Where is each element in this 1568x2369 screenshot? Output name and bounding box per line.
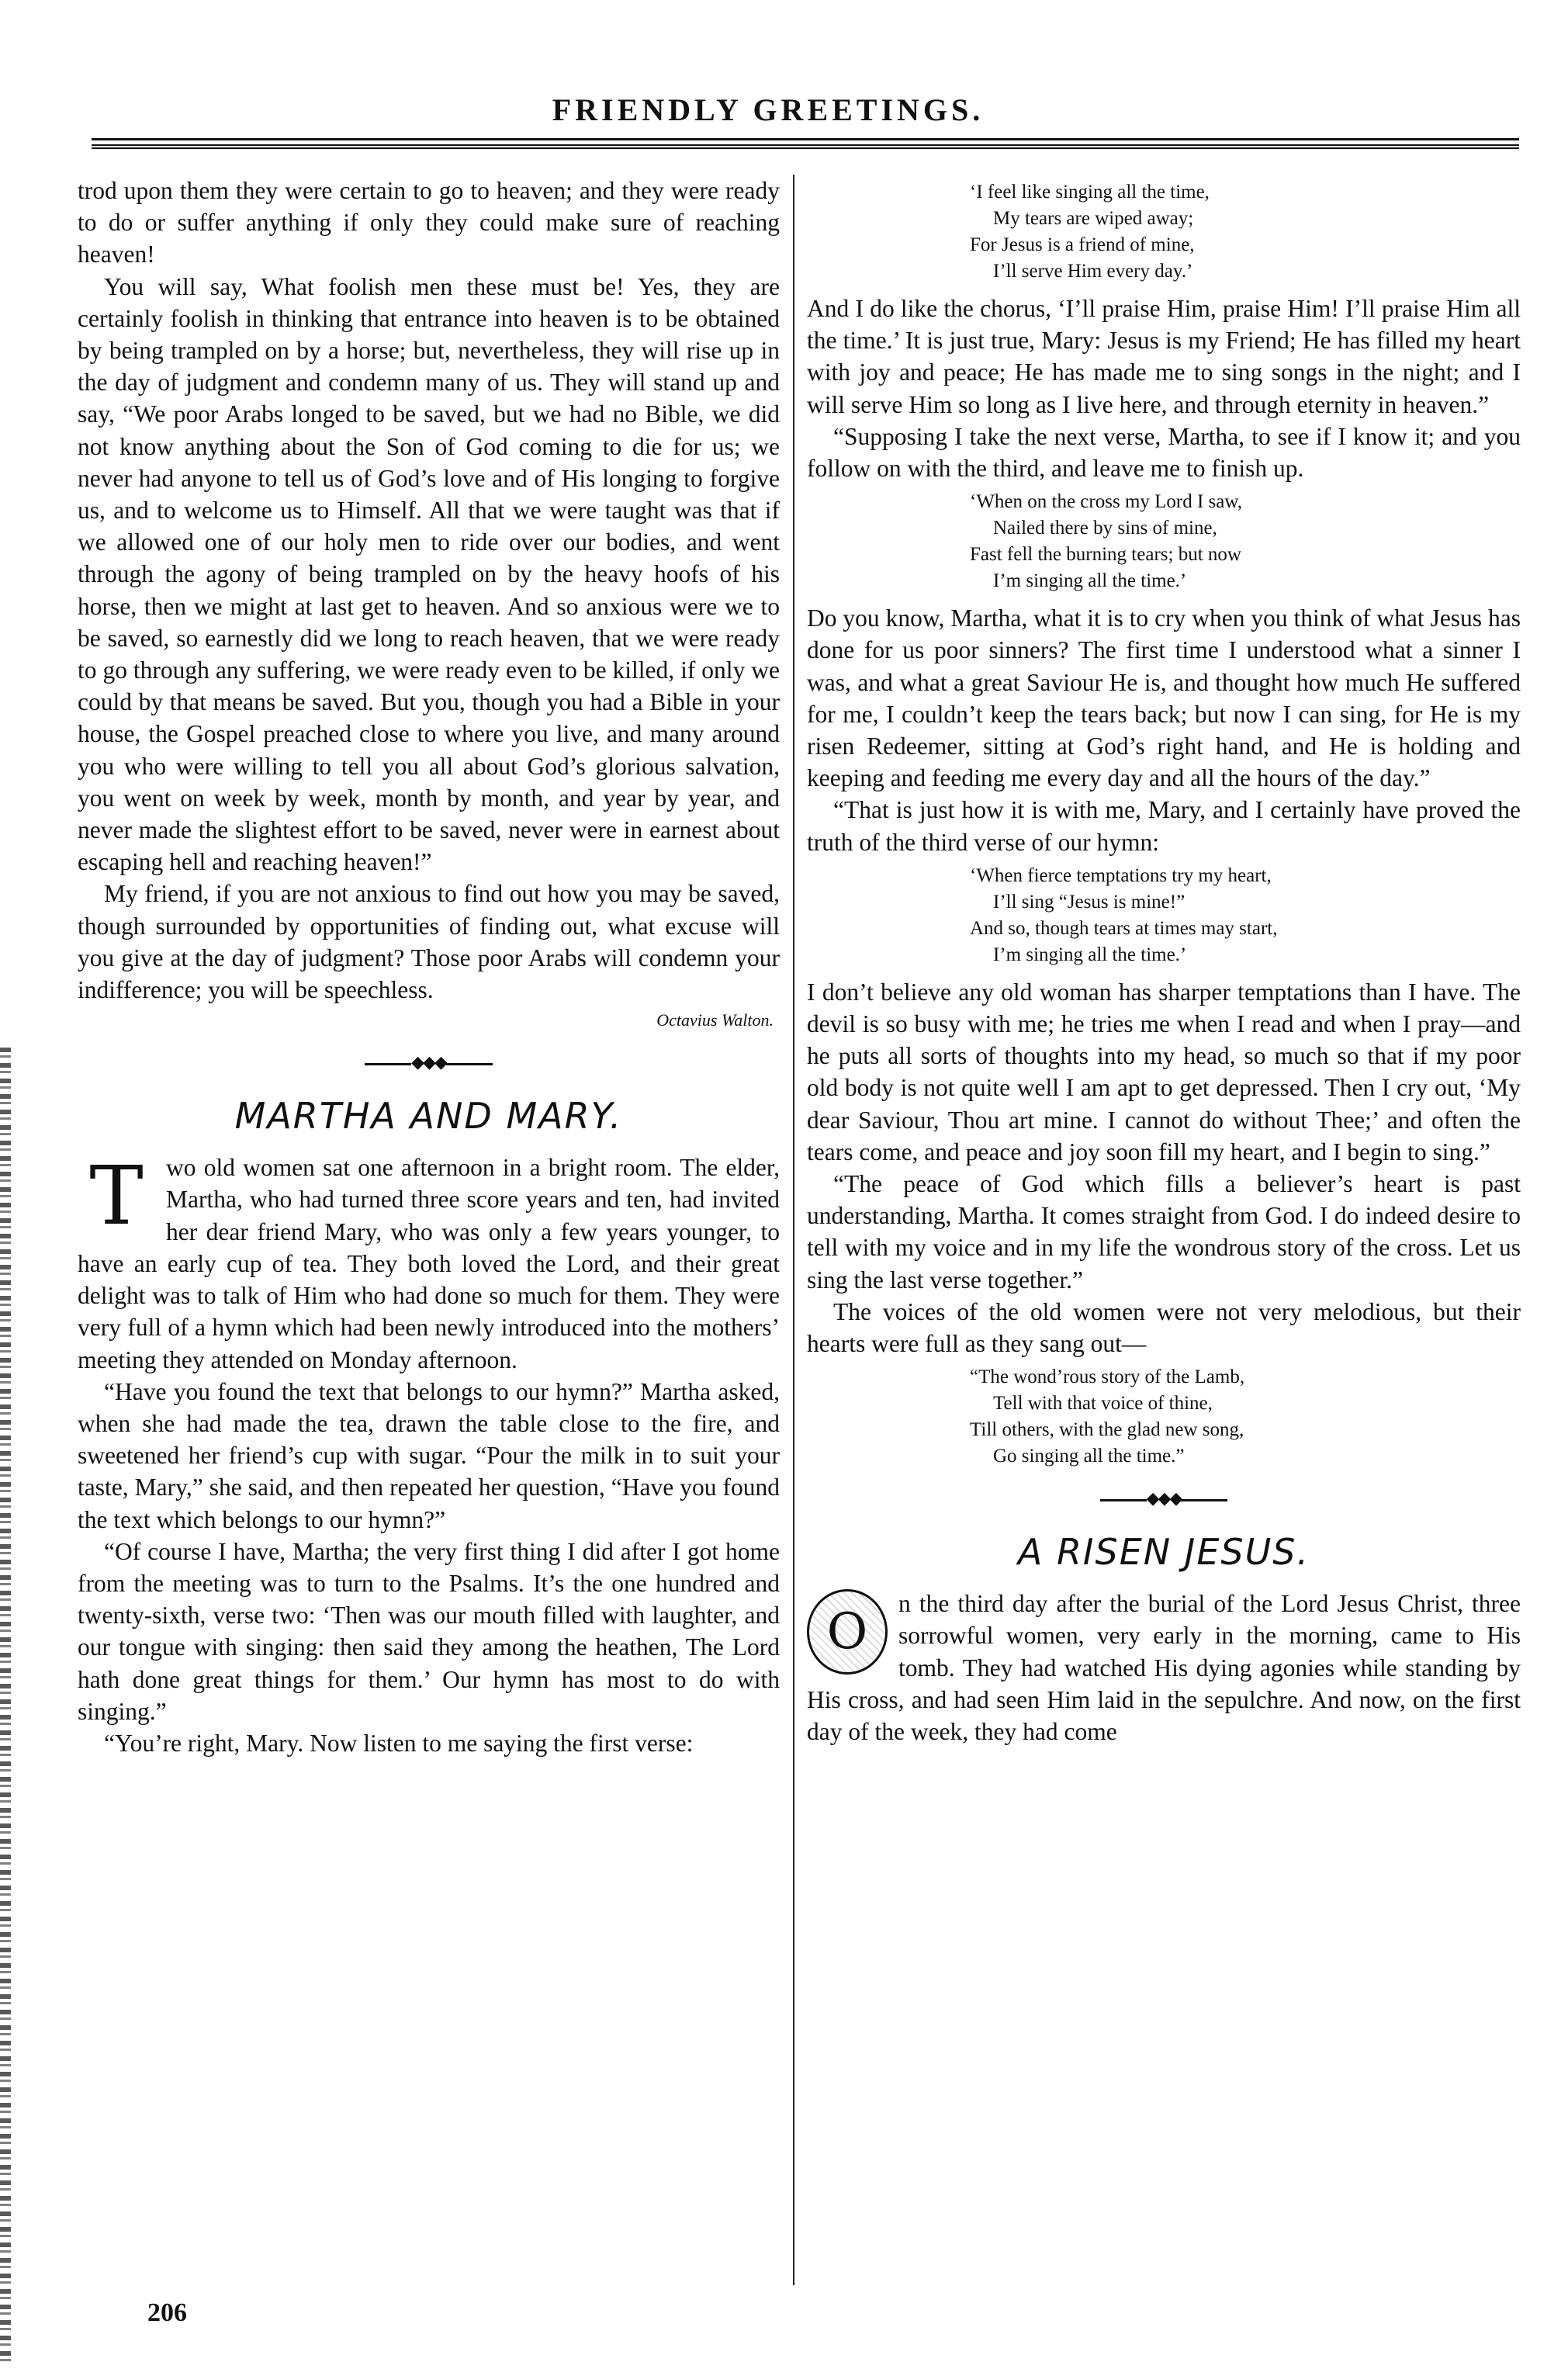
header-rule bbox=[92, 138, 1519, 140]
paragraph: Do you know, Martha, what it is to cry when you think of what Jesus has done for us poor sinners? The first time I understood what a sinner I was, and what a great Saviour He is, and thought how much He suffered for me, I couldn’t keep the tears back; but now I can sing, for He is my risen Redeemer, sitting at God’s right hand, and He is holding and keeping and feeding me every day and all the hours of the day.” bbox=[807, 604, 1521, 792]
story-body bbox=[807, 1588, 1521, 1747]
running-head: FRIENDLY GREETINGS. bbox=[552, 92, 985, 127]
paragraph: And I do like the chorus, ‘I’ll praise Him, praise Him! I’ll praise Him all the time.’ It is just true, Mary: Jesus is my Friend; He has filled my heart with joy and peace; He has made me to sing songs in the night; and I will serve Him so long as I live here, and through eternity in heaven.” bbox=[807, 295, 1521, 418]
verse-line: ‘When on the cross my Lord I saw, bbox=[970, 491, 1243, 513]
section-ornament: ◆◆◆ bbox=[807, 1487, 1521, 1510]
dropcap-letter: T bbox=[89, 1148, 144, 1244]
paragraph: “Of course I have, Martha; the very first thing I did after I got home from the meeting was to turn to the Psalms. It’s the one hundred and twenty-sixth, verse two: ‘Then was our mouth filled with laughter, and our tongue with singing: then said they among the heathen, The Lord hath done great things for them.’ Our hymn has most to do with singing.” bbox=[78, 1537, 780, 1725]
paragraph: wo old women sat one afternoon in a bright room. The elder, Martha, who had turned three score years and ten, had invited her dear friend Mary, who was only a few years younger, to have an early cup of tea. They both loved the Lord, and their great delight was to talk of Him who had done so much for them. They were very full of a hymn which had been newly introduced into the mothers’ meeting they attended on Monday afternoon. bbox=[78, 1154, 780, 1373]
verse-line: ‘When fierce temptations try my heart, bbox=[970, 864, 1272, 886]
paragraph: The voices of the old women were not very melodious, but their hearts were full as they sang out— bbox=[807, 1297, 1521, 1358]
verse-line: Till others, with the glad new song, bbox=[970, 1419, 1244, 1441]
verse-line: Go singing all the time.” bbox=[993, 1446, 1185, 1467]
section-ornament: ◆◆◆ bbox=[78, 1051, 780, 1074]
verse-line: Nailed there by sins of mine, bbox=[993, 518, 1217, 539]
verse-line: Tell with that voice of thine, bbox=[993, 1393, 1213, 1415]
verse-line: Fast fell the burning tears; but now bbox=[970, 544, 1241, 566]
section-title-martha-and-mary: MARTHA AND MARY. bbox=[234, 1095, 623, 1138]
column-divider bbox=[793, 175, 794, 2285]
right-column bbox=[807, 175, 1521, 2285]
paragraph: “Have you found the text that belongs to our hymn?” Martha asked, when she had made the tea, drawn the table close to the fire, and sweetened her friend’s cup with sugar. “Pour the milk in to suit your taste, Mary,” she said, and then repeated her question, “Have you found the text which belongs to our hymn?” bbox=[78, 1377, 780, 1533]
paragraph: trod upon them they were certain to go to heaven; and they were ready to do or suffer anything if only they could make sure of reaching heaven! bbox=[78, 177, 780, 268]
verse-line: My tears are wiped away; bbox=[993, 208, 1194, 229]
hymn-verse-4 bbox=[807, 1364, 1521, 1470]
verse-line: I’ll sing “Jesus is mine!” bbox=[993, 891, 1186, 913]
verse-line: I’m singing all the time.’ bbox=[993, 944, 1187, 965]
paragraph: You will say, What foolish men these must be! Yes, they are certainly foolish in thinking that entrance into heaven is to be obtained by being trampled on by a horse; but, nevertheless, they will rise up in the day of judgment and condemn many of us. They will stand up and say, “We poor Arabs longed to be saved, but we had no Bible, we did not know anything about the Son of God coming to die for us; we never had anyone to tell us of God’s love and of His longing to forgive us, and to welcome us to Himself. All that we were taught was that if we allowed one of our holy men to ride over our bodies, and went through the agony of being trampled on by the heavy hoofs of his horse, then we might at last get to heaven. And so anxious were we to be saved, so earnestly did we long to reach heaven, that we were ready to go through any suffering, we were ready even to be killed, if only we could by that means be saved. But you, though you had a Bible in your house, the Gospel preached close to where you live, and many around you who were willing to tell you all about God’s glorious salvation, you went on week by week, month by month, and year by year, and never made the slightest effort to be saved, never were in earnest about escaping hell and reaching heaven!” bbox=[78, 272, 780, 876]
hymn-verse-2 bbox=[807, 489, 1521, 594]
verse-line: I’m singing all the time.’ bbox=[993, 570, 1187, 592]
hymn-verse-3 bbox=[807, 863, 1521, 968]
verse-line: For Jesus is a friend of mine, bbox=[970, 234, 1195, 255]
paragraph: I don’t believe any old woman has sharper temptations than I have. The devil is so busy with me; he tries me when I read and when I pray—and he puts all sorts of thoughts into my head, so much so that if my poor old body is not quite well I am apt to get depressed. Then I cry out, ‘My dear Saviour, Thou art mine. I cannot do without Thee;’ and often the tears come, and peace and joy soon fill my heart, and I begin to sing.” bbox=[807, 978, 1521, 1165]
story-body bbox=[78, 1148, 780, 1759]
paragraph: “Supposing I take the next verse, Martha, to see if I know it; and you follow on with the third, and leave me to finish up. bbox=[807, 422, 1521, 483]
paragraph: “That is just how it is with me, Mary, and I certainly have proved the truth of the third verse of our hymn: bbox=[807, 796, 1521, 856]
section-title-a-risen-jesus: A RISEN JESUS. bbox=[1017, 1531, 1310, 1574]
paragraph: My friend, if you are not anxious to find out how you may be saved, though surrounded by opportunities of finding out, what excuse will you give at the day of judgment? Those poor Arabs will condemn your indifference; you will be speechless. bbox=[78, 880, 780, 1004]
paragraph: “You’re right, Mary. Now listen to me saying the first verse: bbox=[104, 1729, 694, 1757]
verse-line: “The wond’rous story of the Lamb, bbox=[970, 1366, 1245, 1388]
left-paragraphs-before bbox=[78, 175, 780, 1006]
ornamental-dropcap-o: O bbox=[807, 1589, 888, 1675]
verse-line: ‘I feel like singing all the time, bbox=[970, 182, 1210, 203]
paragraph: n the third day after the burial of the Lord Jesus Christ, three sorrowful women, very early in the morning, came to His tomb. They had watched His dying agonies while standing by His cross, and had seen Him laid in the sepulchre. And now, on the first day of the week, they had come bbox=[807, 1590, 1521, 1746]
hymn-verse-1 bbox=[807, 179, 1521, 285]
binding-edge bbox=[0, 1048, 11, 2367]
page-number: 206 bbox=[147, 2298, 187, 2327]
verse-line: And so, though tears at times may start, bbox=[970, 917, 1278, 939]
verse-line: I’ll serve Him every day.’ bbox=[993, 261, 1193, 282]
left-column bbox=[78, 175, 780, 2285]
author-signature: Octavius Walton. bbox=[656, 1010, 774, 1030]
header-double-rule bbox=[92, 144, 1519, 149]
paragraph: “The peace of God which fills a believer’s heart is past understanding, Martha. It comes straight from God. I do indeed desire to tell with my voice and in my life the wondrous story of the cross. Let us sing the last verse together.” bbox=[807, 1170, 1521, 1294]
